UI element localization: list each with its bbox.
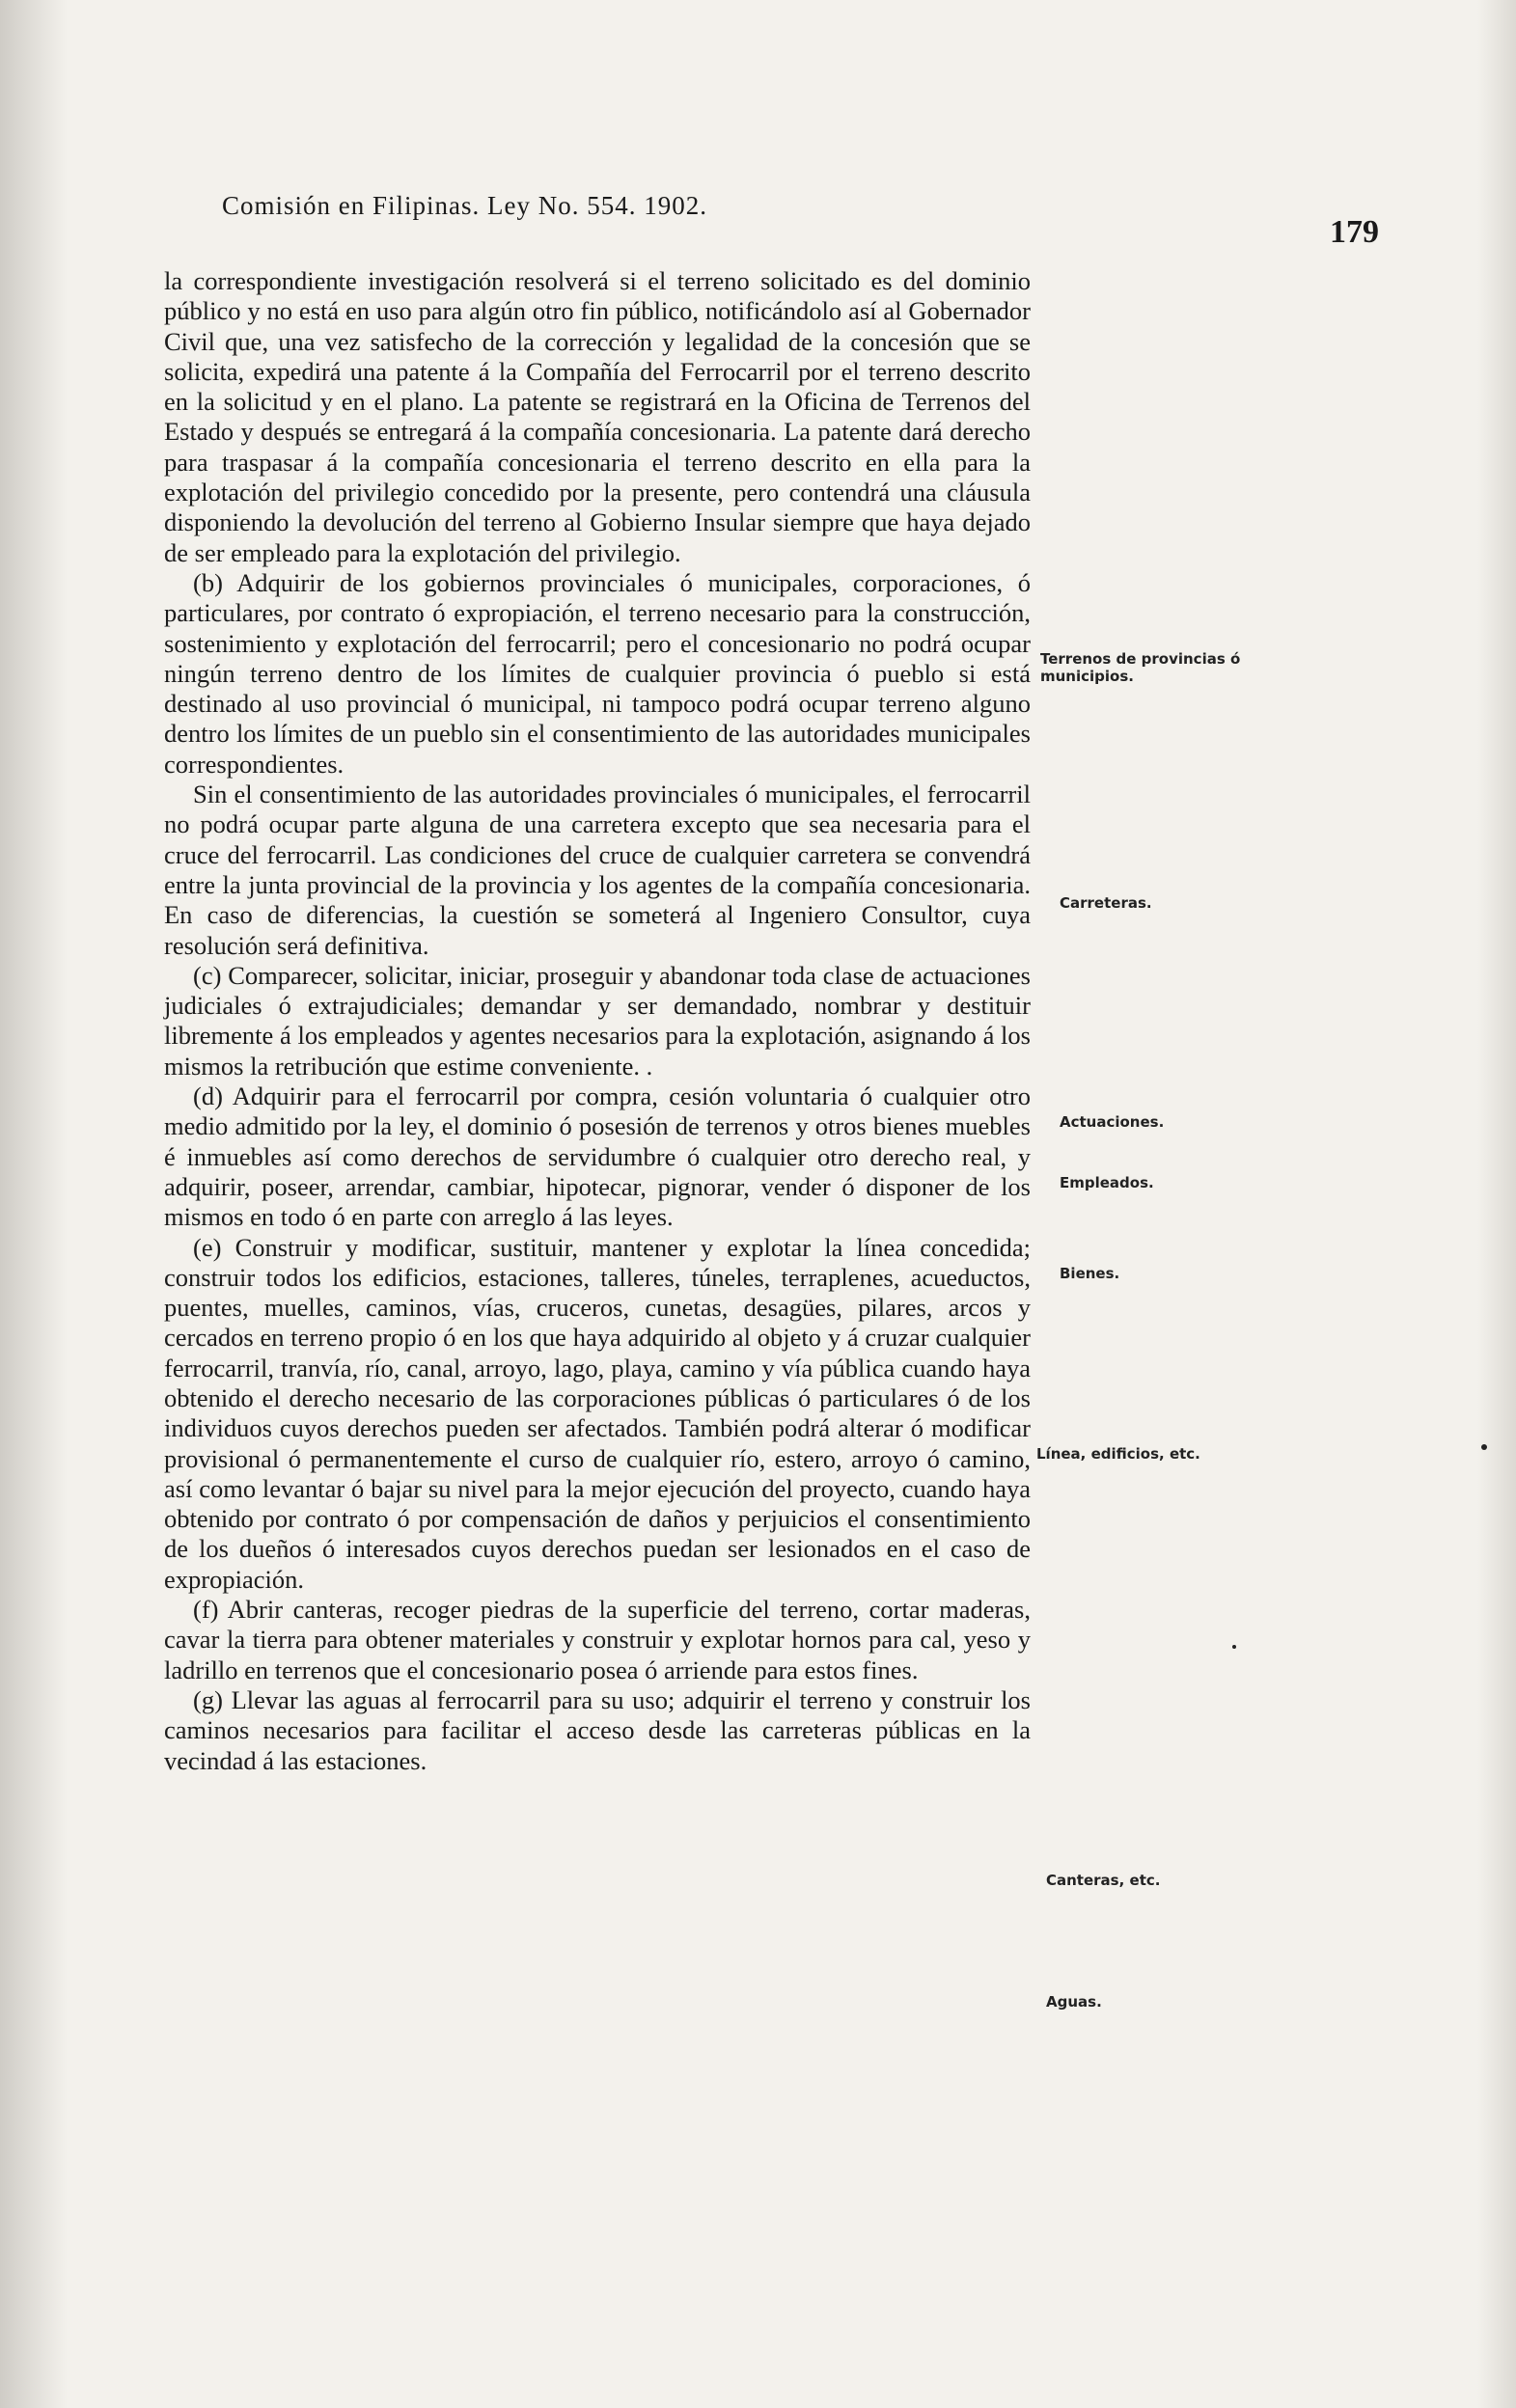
scan-edge-shadow-left: [0, 0, 68, 2408]
margin-note-terrenos: Terrenos de provincias ó municipios.: [1040, 650, 1241, 685]
running-head: Comisión en Filipinas. Ley No. 554. 1902.: [222, 191, 707, 220]
paragraph-carreteras: Sin el consentimiento de las autoridades provinciales ó municipales, el ferrocarril no podrá ocupar parte alguna de una carretera excepto que sea necesaria para el cruce del ferrocarril. Las condiciones del cruce de cualquier carretera se convendrá entre la junta provincial de la provincia y los agentes de la compañía concesionaria. En caso de diferencias, la cuestión se someterá al Ingeniero Consultor, cuya resolución será definitiva.: [164, 780, 1031, 960]
paragraph-b: (b) Adquirir de los gobiernos provinciales ó municipales, corporaciones, ó particulares, por contrato ó expropiación, el terreno necesario para la construcción, sostenimiento y explotación del ferrocarril; pero el concesionario no podrá ocupar ningún terreno dentro de los límites de cualquier provincia ó pueblo si está destinado al uso provincial ó municipal, ni tampoco podrá ocupar terreno alguno dentro los límites de un pueblo sin el consentimiento de las autoridades municipales correspondientes.: [164, 567, 1031, 779]
scan-edge-shadow-right: [1477, 0, 1516, 2408]
margin-note-canteras: Canteras, etc.: [1046, 1872, 1161, 1889]
body-text: [164, 266, 1031, 1776]
margin-note-carreteras: Carreteras.: [1060, 894, 1152, 912]
paragraph-g: (g) Llevar las aguas al ferrocarril para su uso; adquirir el terreno y construir los caminos necesarios para facilitar el acceso desde las carreteras públicas en la vecindad á las estaciones.: [164, 1684, 1031, 1775]
paragraph-d: (d) Adquirir para el ferrocarril por compra, cesión voluntaria ó cualquier otro medio admitido por la ley, el dominio ó posesión de terrenos y otros bienes muebles é inmuebles así como derechos de servidumbre ó cualquier otro derecho real, y adquirir, poseer, arrendar, cambiar, hipotecar, pignorar, vender ó disponer de los mismos en todo ó en parte con arreglo á las leyes.: [164, 1081, 1031, 1232]
ink-speck: [1232, 1645, 1236, 1649]
ink-speck: [1481, 1444, 1487, 1450]
margin-note-actuaciones: Actuaciones.: [1060, 1113, 1165, 1131]
page-number: 179: [1330, 214, 1379, 250]
paragraph-c: (c) Comparecer, solicitar, iniciar, proseguir y abandonar toda clase de actuaciones judiciales ó extrajudiciales; demandar y ser demandado, nombrar y destituir libremente á los empleados y agentes necesarios para la explotación, asignando á los mismos la retribución que estime conveniente. .: [164, 960, 1031, 1081]
margin-note-linea: Línea, edificios, etc.: [1036, 1445, 1200, 1463]
paragraph-continuation: la correspondiente investigación resolverá si el terreno solicitado es del dominio público y no está en uso para algún otro fin público, notificándolo así al Gobernador Civil que, una vez satisfecho de la corrección y legalidad de la concesión que se solicita, expedirá una patente á la Compañía del Ferrocarril por el terreno descrito en la solicitud y en el plano. La patente se registrará en la Oficina de Terrenos del Estado y después se entregará á la compañía concesionaria. La patente dará derecho para traspasar á la compañía concesionaria el terreno descrito en ella para la explotación del privilegio concedido por la presente, pero contendrá una cláusula disponiendo la devolución del terreno al Gobierno Insular siempre que haya dejado de ser empleado para la explotación del privilegio.: [164, 266, 1031, 567]
paragraph-f: (f) Abrir canteras, recoger piedras de la superficie del terreno, cortar maderas, cavar la tierra para obtener materiales y construir y explotar hornos para cal, yeso y ladrillo en terrenos que el concesionario posea ó arriende para estos fines.: [164, 1595, 1031, 1684]
margin-note-bienes: Bienes.: [1060, 1265, 1120, 1282]
paragraph-e: (e) Construir y modificar, sustituir, mantener y explotar la línea concedida; construir todos los edificios, estaciones, talleres, túneles, terraplenes, acueductos, puentes, muelles, caminos, vías, cruceros, cunetas, desagües, pilares, arcos y cercados en terreno propio ó en los que haya adquirido al objeto y á cruzar cualquier ferrocarril, tranvía, río, canal, arroyo, lago, playa, camino y vía pública cuando haya obtenido el derecho necesario de las corporaciones públicas ó particulares ó de los individuos cuyos derechos pueden ser afectados. También podrá alterar ó modificar provisional ó permanentemente el curso de cualquier río, estero, arroyo ó camino, así como levantar ó bajar su nivel para la mejor ejecución del proyecto, cuando haya obtenido por contrato ó por compensación de daños y perjuicios el consentimiento de los dueños ó interesados cuyos derechos puedan ser lesionados en el caso de expropiación.: [164, 1232, 1031, 1594]
margin-note-aguas: Aguas.: [1046, 1993, 1102, 2011]
margin-note-empleados: Empleados.: [1060, 1174, 1154, 1191]
